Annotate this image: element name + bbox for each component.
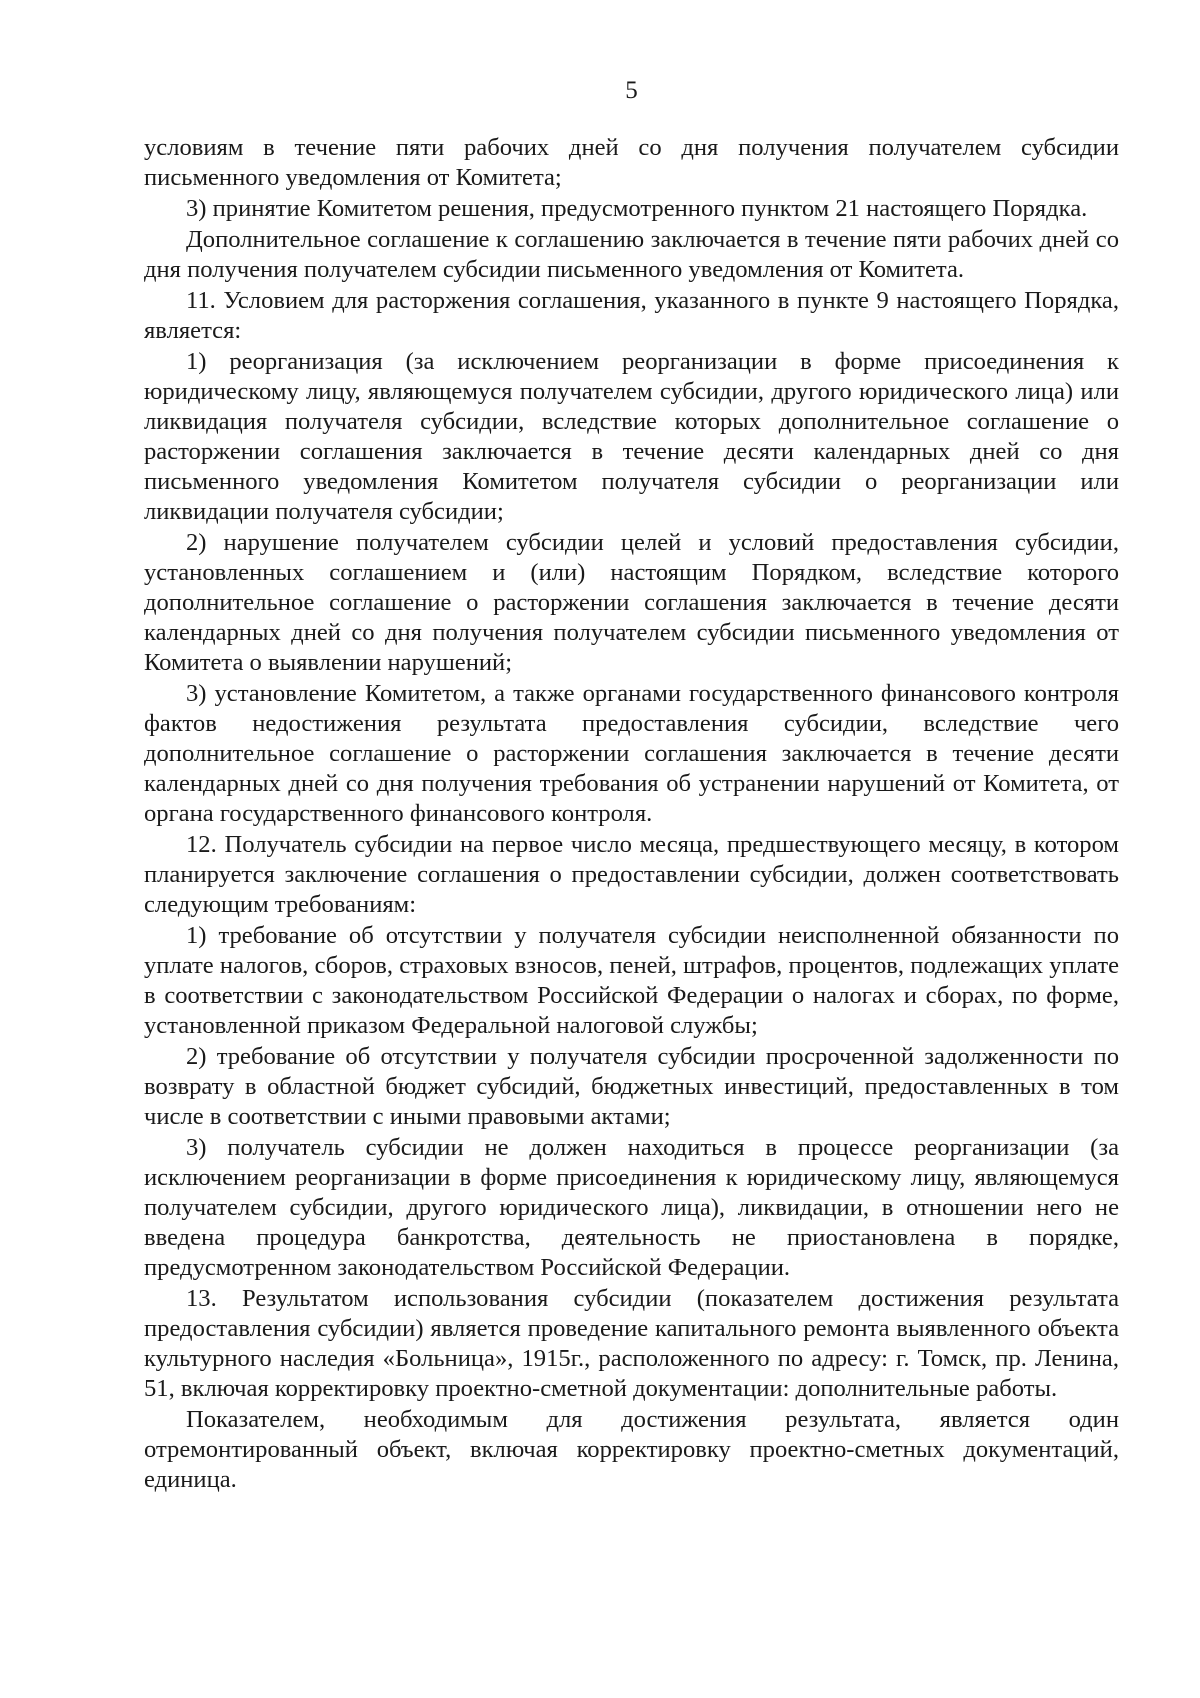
paragraph-additional-agreement: Дополнительное соглашение к соглашению заключается в течение пяти рабочих дней со дня получения получателем субсидии письменного уведомления от Комитета. xyxy=(144,226,1119,283)
paragraph-item-3: 3) принятие Комитетом решения, предусмотренного пунктом 21 настоящего Порядка. xyxy=(186,195,1088,222)
paragraph-clause-12-item-2: 2) требование об отсутствии у получателя субсидии просроченной задолженности по возврату в областной бюджет субсидий, бюджетных инвестиций, предоставленных в том числе в соответствии с иными правовыми актами; xyxy=(144,1043,1119,1130)
paragraph-clause-12-item-1: 1) требование об отсутствии у получателя субсидии неисполненной обязанности по уплате налогов, сборов, страховых взносов, пеней, штрафов, процентов, подлежащих уплате в соответствии с законодательством Российской Федерации о налогах и сборах, по форме, установленной приказом Федеральной налоговой службы; xyxy=(144,922,1119,1039)
paragraph-clause-11: 11. Условием для расторжения соглашения, указанного в пункте 9 настоящего Порядка, является: xyxy=(144,287,1119,344)
document-body xyxy=(144,133,1119,1496)
paragraph-clause-11-item-1: 1) реорганизация (за исключением реорганизации в форме присоединения к юридическому лицу, являющемуся получателем субсидии, другого юридического лица) или ликвидация получателя субсидии, вследствие которых дополнительное соглашение о расторжении соглашения заключается в течение десяти календарных дней со дня письменного уведомления Комитетом получателя субсидии о реорганизации или ликвидации получателя субсидии; xyxy=(144,348,1119,525)
document-page xyxy=(144,0,1119,1698)
page-number: 5 xyxy=(625,77,638,104)
paragraph-continuation: условиям в течение пяти рабочих дней со дня получения получателем субсидии письменного уведомления от Комитета; xyxy=(144,134,1119,191)
paragraph-clause-12-item-3: 3) получатель субсидии не должен находиться в процессе реорганизации (за исключением реорганизации в форме присоединения к юридическому лицу, являющемуся получателем субсидии, другого юридического лица), ликвидации, в отношении него не введена процедура банкротства, деятельность не приостановлена в порядке, предусмотренном законодательством Российской Федерации. xyxy=(144,1134,1119,1281)
paragraph-clause-13: 13. Результатом использования субсидии (показателем достижения результата предоставления субсидии) является проведение капитального ремонта выявленного объекта культурного наследия «Больница», 1915г., расположенного по адресу: г. Томск, пр. Ленина, 51, включая корректировку проектно-сметной документации: дополнительные работы. xyxy=(144,1285,1119,1402)
paragraph-clause-11-item-2: 2) нарушение получателем субсидии целей и условий предоставления субсидии, установленных соглашением и (или) настоящим Порядком, вследствие которого дополнительное соглашение о расторжении соглашения заключается в течение десяти календарных дней со дня получения получателем субсидии письменного уведомления от Комитета о выявлении нарушений; xyxy=(144,529,1119,676)
paragraph-indicator: Показателем, необходимым для достижения результата, является один отремонтированный объект, включая корректировку проектно-сметных документаций, единица. xyxy=(144,1406,1119,1493)
paragraph-clause-11-item-3: 3) установление Комитетом, а также органами государственного финансового контроля фактов недостижения результата предоставления субсидии, вследствие чего дополнительное соглашение о расторжении соглашения заключается в течение десяти календарных дней со дня получения требования об устранении нарушений от Комитета, от органа государственного финансового контроля. xyxy=(144,680,1119,827)
paragraph-clause-12: 12. Получатель субсидии на первое число месяца, предшествующего месяцу, в котором планируется заключение соглашения о предоставлении субсидии, должен соответствовать следующим требованиям: xyxy=(144,831,1119,918)
